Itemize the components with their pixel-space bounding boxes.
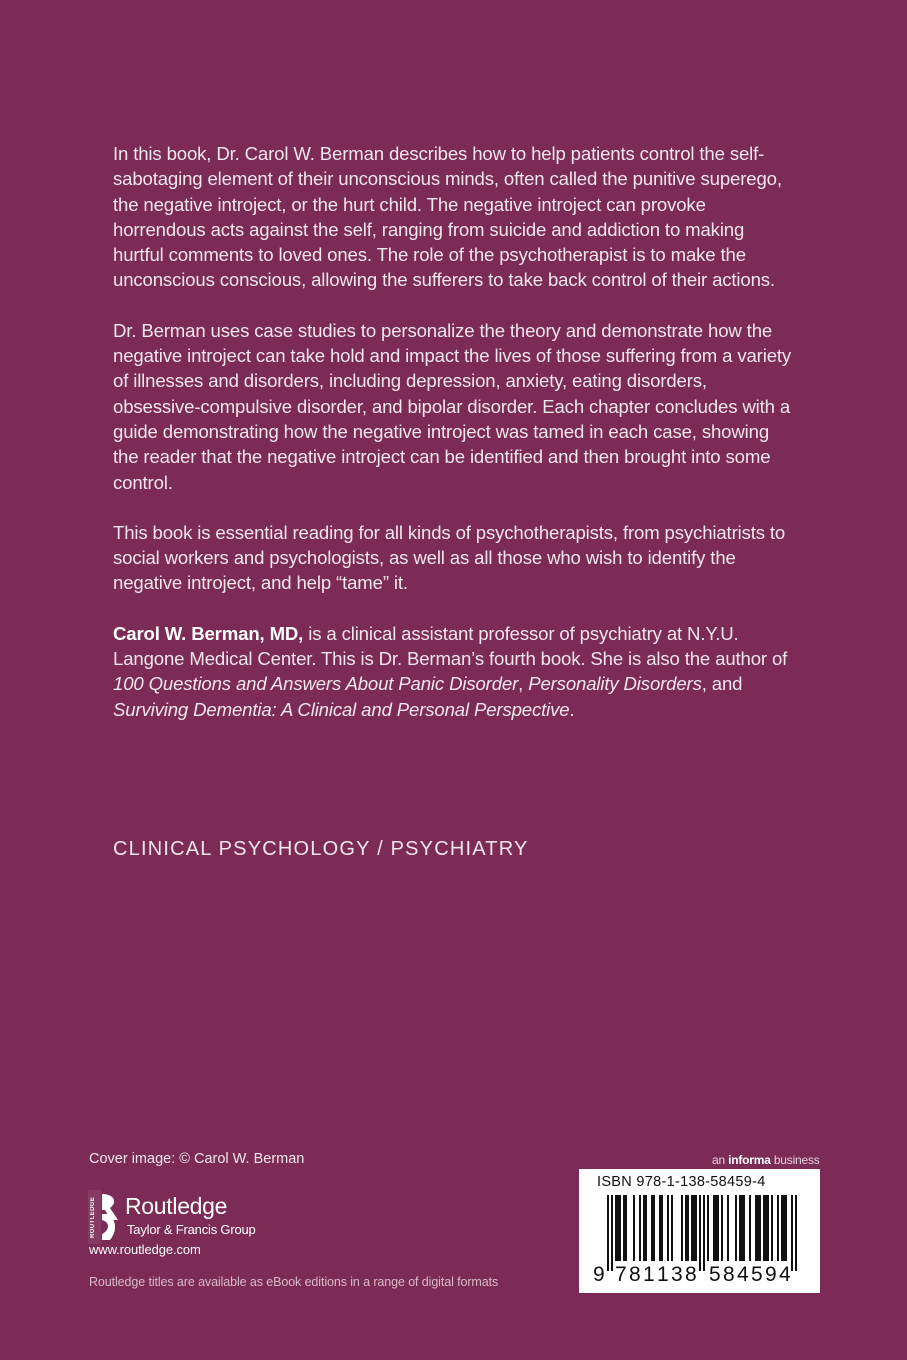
barcode-bar [749, 1195, 751, 1261]
barcode-bar [691, 1195, 693, 1261]
barcode-bar [717, 1195, 719, 1261]
barcode-bar [727, 1195, 729, 1261]
barcode-bar [653, 1195, 655, 1261]
barcode-bar [759, 1195, 761, 1261]
barcode-bar [667, 1195, 669, 1261]
barcode-bar [757, 1195, 759, 1261]
barcode-bar [695, 1195, 697, 1261]
book-title-2: Personality Disorders [528, 673, 702, 695]
barcode-bar [619, 1195, 621, 1261]
book-title-3: Surviving Dementia: A Clinical and Personal Perspective [113, 698, 570, 720]
barcode-bar [765, 1195, 767, 1261]
barcode-bar [661, 1195, 663, 1261]
barcode-bar [703, 1195, 705, 1271]
author-bio-sep-1: , [518, 673, 529, 695]
barcode-bar [651, 1195, 653, 1261]
barcode-bar [611, 1195, 613, 1271]
barcode-digit: 9 [593, 1263, 605, 1286]
barcode-digit: 7 [615, 1263, 627, 1286]
cover-image-credit: Cover image: © Carol W. Berman [89, 1151, 305, 1167]
barcode-bar [699, 1195, 701, 1271]
informa-prefix: an [712, 1153, 729, 1167]
barcode-digit: 1 [643, 1263, 655, 1286]
blurb-paragraph-2: Dr. Berman uses case studies to personalize the theory and demonstrate how the negative introject can take hold and impact the lives of those suffering from a variety of illnesses and disorders, including depression, anxiety, eating disorders, obsessive-compulsive disorder, and bipolar disorder. Each chapter concludes with a guide demonstrating how the negative introject was tamed in each case, showing the reader that the negative introject can be identified and then brought into some control. [113, 319, 792, 493]
barcode-digit: 5 [751, 1263, 763, 1286]
barcode-bar [617, 1195, 619, 1261]
barcode-digit: 8 [685, 1263, 697, 1286]
barcode-digit: 5 [709, 1263, 721, 1286]
barcode-bar [721, 1195, 723, 1261]
barcode-bar [607, 1195, 609, 1271]
barcode-digit: 4 [779, 1263, 791, 1286]
barcode-bar [785, 1195, 787, 1261]
barcode-digit: 3 [671, 1263, 683, 1286]
barcode-bar [625, 1195, 627, 1261]
informa-suffix: business [770, 1153, 820, 1167]
publisher-group: Taylor & Francis Group [127, 1222, 256, 1237]
barcode-bar [713, 1195, 715, 1261]
barcode-bar [741, 1195, 743, 1261]
barcode-digit: 4 [737, 1263, 749, 1286]
barcode-bar [623, 1195, 625, 1261]
barcode-bar [639, 1195, 641, 1261]
blurb-paragraph-1: In this book, Dr. Carol W. Berman describes how to help patients control the self-sabotaging element of their unconscious minds, often called the punitive superego, the negative introject, or the hurt child. The negative introject can provoke horrendous acts against the self, ranging from suicide and addiction to making hurtful comments to loved ones. The role of the psychotherapist is to make the unconscious conscious, allowing the sufferers to take back control of their actions. [113, 143, 782, 291]
isbn-barcode [579, 1169, 820, 1293]
barcode-bar [707, 1195, 709, 1261]
blurb [113, 141, 793, 747]
barcode-bar [633, 1195, 635, 1261]
informa-brand: informa [728, 1153, 771, 1167]
publisher-url: www.routledge.com [89, 1242, 201, 1257]
ebook-note: Routledge titles are available as eBook editions in a range of digital formats [89, 1275, 499, 1289]
barcode-bar [795, 1195, 797, 1271]
barcode-digit: 1 [657, 1263, 669, 1286]
barcode-bar [743, 1195, 745, 1261]
logo-vertical-text: ROUTLEDGE [90, 1196, 96, 1238]
informa-tagline [712, 1153, 820, 1167]
barcode-bar [781, 1195, 783, 1261]
barcode-digit: 8 [723, 1263, 735, 1286]
barcode-bar [771, 1195, 773, 1261]
barcode-bar [783, 1195, 785, 1261]
barcode-bar [767, 1195, 769, 1261]
barcode-bar [791, 1195, 793, 1271]
barcode-bar [687, 1195, 689, 1261]
barcode-bar [715, 1195, 717, 1261]
barcode-digits [579, 1263, 820, 1289]
barcode-bar [659, 1195, 661, 1261]
book-title-1: 100 Questions and Answers About Panic Disorder [113, 673, 519, 695]
subject-category: CLINICAL PSYCHOLOGY / PSYCHIATRY [113, 838, 529, 860]
barcode-bar [777, 1195, 779, 1261]
barcode-bar [643, 1195, 645, 1261]
isbn-label: ISBN 978-1-138-58459-4 [597, 1174, 766, 1190]
publisher-name: Routledge [125, 1193, 228, 1219]
barcode-bar [763, 1195, 765, 1261]
author-bio-sep-2: , and [701, 673, 743, 695]
blurb-paragraph-3: This book is essential reading for all kinds of psychotherapists, from psychiatrists to social workers and psychologists, as well as all those who wish to identify the negative introject, and help “tame” it. [113, 521, 786, 594]
barcode-bar [693, 1195, 695, 1261]
barcode-bar [739, 1195, 741, 1261]
barcode-bar [615, 1195, 617, 1261]
barcode-bar [681, 1195, 683, 1261]
author-bio-end: . [569, 698, 575, 720]
barcode-bar [755, 1195, 757, 1261]
barcode-bar [671, 1195, 673, 1261]
barcode-bar [735, 1195, 737, 1261]
barcode-bar [685, 1195, 687, 1261]
author-bio-text: is a clinical assistant professor of psychiatry at N.Y.U. Langone Medical Center. This is Dr. Berman’s fourth book. She is also the author of [113, 622, 788, 670]
barcode-digit: 8 [629, 1263, 641, 1286]
author-bio [113, 621, 793, 722]
barcode-bar [645, 1195, 647, 1261]
author-name: Carol W. Berman, MD, [113, 622, 304, 644]
barcode-digit: 9 [765, 1263, 777, 1286]
